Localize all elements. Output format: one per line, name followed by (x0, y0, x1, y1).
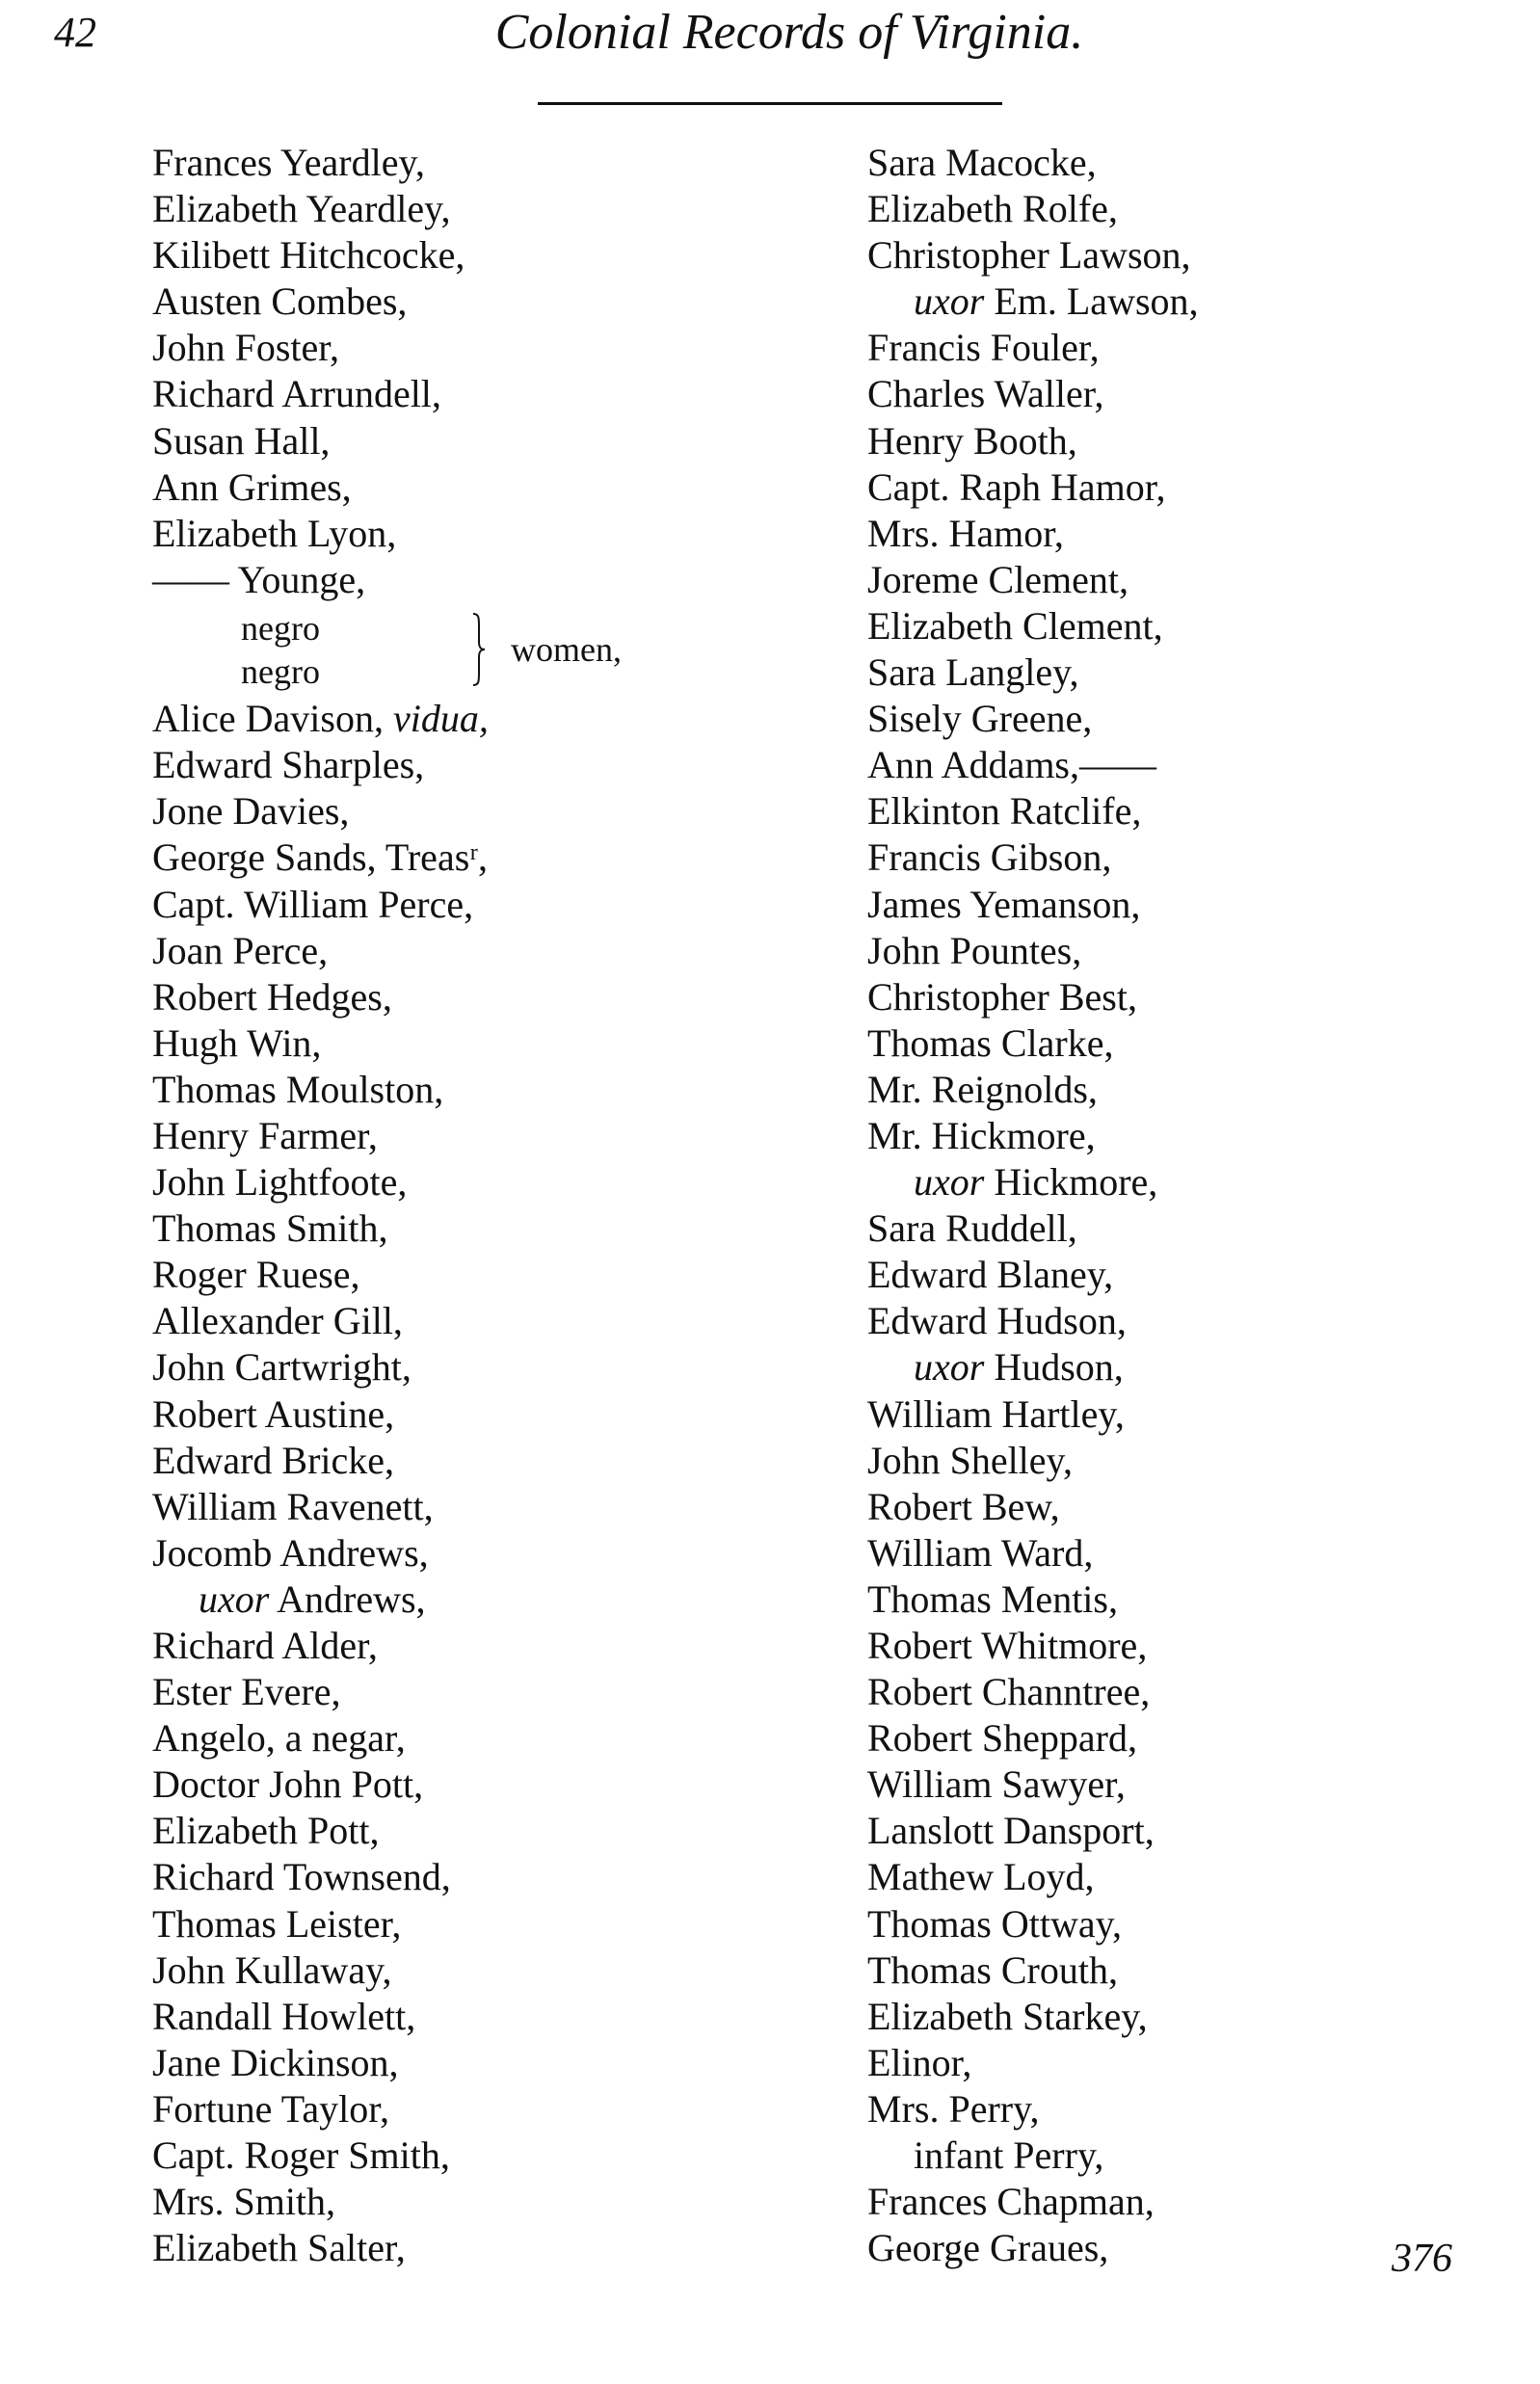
list-item: Robert Austine, (152, 1391, 395, 1436)
list-item: Mrs. Smith, (152, 2180, 336, 2224)
list-item: Elinor, (867, 2040, 972, 2084)
signature-number: 376 (1392, 2237, 1452, 2281)
list-item: Capt. William Perce, (152, 882, 474, 926)
list-item: Allexander Gill, (152, 1299, 403, 1343)
list-item: Hugh Win, (152, 1020, 322, 1065)
list-item: Richard Alder, (152, 1624, 378, 1667)
list-item: —— Younge, (152, 557, 366, 601)
list-item: Randall Howlett, (152, 1994, 416, 2038)
list-item: John Shelley, (867, 1438, 1073, 1482)
list-item: Robert Sheppard, (867, 1716, 1137, 1761)
list-item: Mr. Hickmore, (867, 1113, 1096, 1157)
list-item: Jone Davies, (152, 789, 350, 834)
list-item: William Sawyer, (867, 1762, 1126, 1807)
entry-prefix: uxor (914, 1160, 985, 1205)
list-item (867, 1344, 1199, 1391)
list-item: Mrs. Perry, (867, 2086, 1040, 2131)
list-item: Elizabeth Starkey, (867, 1994, 1148, 2038)
list-item: Sara Ruddell, (867, 1206, 1077, 1251)
list-item: Robert Bew, (867, 1484, 1060, 1528)
list-item: George Sands, Treasʳ, (152, 835, 488, 880)
list-item: Susan Hall, (152, 418, 331, 463)
list-item: Frances Chapman, (867, 2180, 1155, 2224)
right-name-column (867, 140, 1199, 2271)
left-name-column (152, 140, 622, 2271)
list-item: George Graues, (867, 2226, 1109, 2270)
list-item: Thomas Mentis, (867, 1576, 1118, 1621)
list-item: Robert Hedges, (152, 974, 392, 1019)
list-item: Elizabeth Salter, (152, 2226, 406, 2270)
list-item: Thomas Ottway, (867, 1901, 1123, 1946)
list-item: John Foster, (152, 326, 339, 370)
list-item (152, 696, 489, 742)
list-item: William Ravenett, (152, 1484, 434, 1528)
list-item: Ann Grimes, (152, 464, 352, 509)
list-item: William Ward, (867, 1530, 1094, 1575)
list-item: Doctor John Pott, (152, 1762, 424, 1807)
list-item: Henry Booth, (867, 418, 1077, 463)
list-item: Charles Waller, (867, 372, 1104, 416)
entry-name: Em. Lawson, (994, 279, 1199, 324)
list-item: Thomas Leister, (152, 1901, 402, 1946)
list-item: Richard Arrundell, (152, 372, 441, 416)
list-item: Richard Townsend, (152, 1855, 451, 1899)
list-item: Roger Ruese, (152, 1253, 360, 1297)
list-item: infant Perry, (914, 2133, 1104, 2178)
entry-prefix: uxor (199, 1576, 270, 1621)
bracket-label: women, (511, 629, 622, 669)
entry-note: vidua, (392, 697, 489, 741)
list-item: John Lightfoote, (152, 1160, 408, 1205)
list-item (867, 1159, 1199, 1205)
list-item: Edward Sharples, (152, 743, 425, 787)
list-item: Frances Yeardley, (152, 141, 425, 184)
entry-prefix: uxor (914, 1345, 985, 1390)
entry-name: Hudson, (994, 1345, 1124, 1390)
list-item (152, 1576, 489, 1623)
list-item: Robert Whitmore, (867, 1624, 1148, 1667)
list-item: Ester Evere, (152, 1670, 341, 1714)
list-item: Francis Gibson, (867, 835, 1112, 880)
list-item: Kilibett Hitchcocke, (152, 233, 465, 278)
list-item: Joan Perce, (152, 928, 329, 972)
header-rule (538, 102, 1002, 105)
list-item: Thomas Clarke, (867, 1020, 1114, 1065)
list-item: Lanslott Dansport, (867, 1809, 1155, 1853)
list-item: Mr. Reignolds, (867, 1067, 1098, 1111)
list-item: Sisely Greene, (867, 697, 1093, 741)
list-item: Thomas Smith, (152, 1206, 388, 1251)
page-number: 42 (54, 9, 96, 56)
list-item: Christopher Lawson, (867, 233, 1191, 278)
list-item: Thomas Crouth, (867, 1947, 1118, 1992)
bracket-line: negro (241, 608, 320, 648)
list-item: Sara Macocke, (867, 141, 1097, 184)
list-item: John Cartwright, (152, 1345, 412, 1390)
list-item: Elizabeth Yeardley, (152, 187, 451, 231)
list-item: Robert Channtree, (867, 1670, 1151, 1714)
list-item: Edward Bricke, (152, 1438, 395, 1482)
list-item: Jane Dickinson, (152, 2040, 399, 2084)
list-item: Mrs. Hamor, (867, 511, 1064, 555)
list-item: James Yemanson, (867, 882, 1141, 926)
list-item: Capt. Roger Smith, (152, 2133, 450, 2178)
list-item: John Kullaway, (152, 1947, 392, 1992)
list-item: Henry Farmer, (152, 1113, 378, 1157)
list-item: Edward Hudson, (867, 1299, 1127, 1343)
bracket-group (152, 603, 622, 696)
list-item: Francis Fouler, (867, 326, 1100, 370)
entry-name: Hickmore, (994, 1160, 1158, 1205)
list-item: John Pountes, (867, 928, 1082, 972)
list-item: William Hartley, (867, 1391, 1125, 1436)
list-item: Ann Addams,—— (867, 743, 1156, 787)
list-item: Elizabeth Rolfe, (867, 187, 1118, 231)
list-item (867, 278, 1199, 325)
list-item: Jocomb Andrews, (152, 1530, 429, 1575)
entry-name: Andrews, (277, 1576, 426, 1621)
list-item: Thomas Moulston, (152, 1067, 444, 1111)
list-item: Joreme Clement, (867, 557, 1129, 601)
list-item: Capt. Raph Hamor, (867, 464, 1166, 509)
list-item: Angelo, a negar, (152, 1716, 406, 1761)
entry-name: Alice Davison, (152, 697, 384, 741)
list-item: Elizabeth Pott, (152, 1809, 380, 1853)
list-item: Edward Blaney, (867, 1253, 1114, 1297)
entry-prefix: uxor (914, 279, 985, 324)
bracket-line: negro (241, 651, 320, 691)
list-item: Elizabeth Lyon, (152, 511, 397, 555)
list-item: Elkinton Ratclife, (867, 789, 1142, 834)
right-brace-icon (472, 613, 486, 686)
list-item: Sara Langley, (867, 650, 1079, 695)
list-item: Fortune Taylor, (152, 2086, 389, 2131)
list-item: Elizabeth Clement, (867, 603, 1163, 648)
list-item: Austen Combes, (152, 279, 408, 324)
list-item: Christopher Best, (867, 974, 1137, 1019)
list-item: Mathew Loyd, (867, 1855, 1095, 1899)
page-title: Colonial Records of Virginia. (494, 5, 1084, 60)
